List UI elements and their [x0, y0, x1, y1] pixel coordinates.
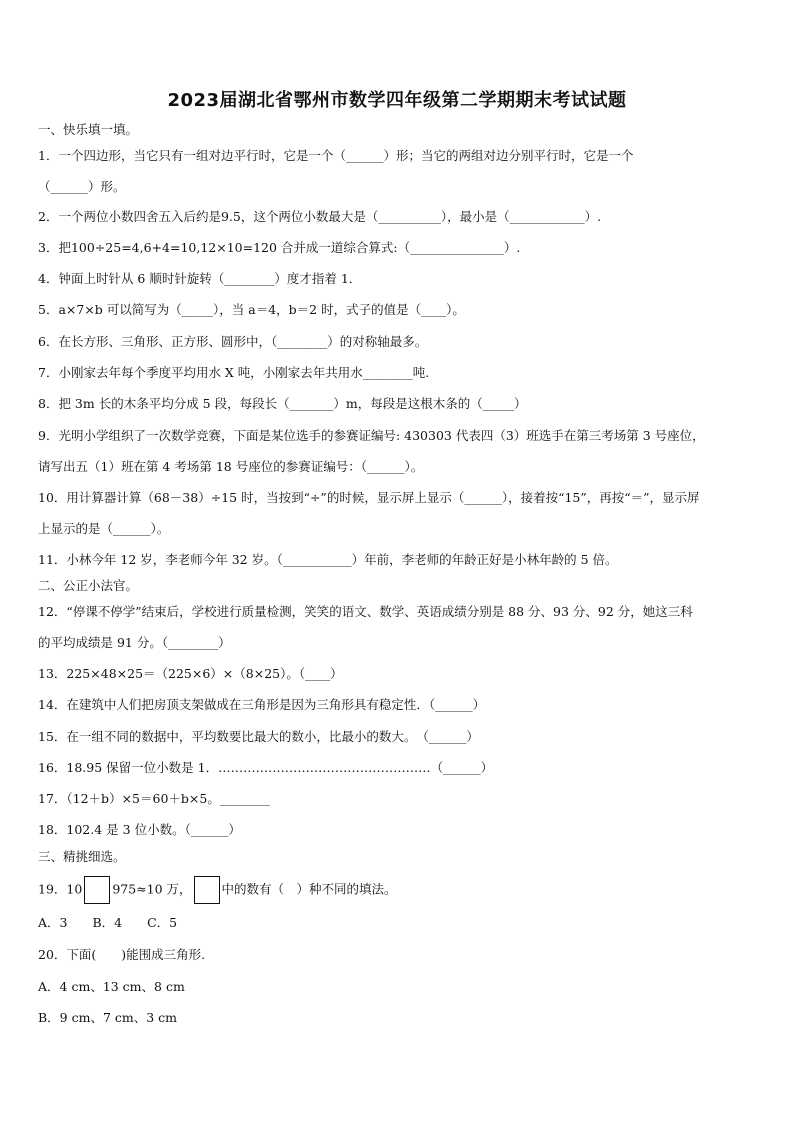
question-1-line-2: （______）形。	[38, 179, 126, 194]
question-6: 6．在长方形、三角形、正方形、圆形中，（________）的对称轴最多。	[38, 334, 428, 349]
question-19-suffix: 中的数有（ ）种不同的填法。	[221, 881, 397, 897]
question-19-options: A．3 B．4 C．5	[38, 915, 178, 930]
question-19-prefix: 19．10	[38, 881, 83, 897]
question-9-line-2: 请写出五（1）班在第 4 考场第 18 号座位的参赛证编号：（______）。	[38, 459, 424, 474]
page-title: 2023届湖北省鄂州市数学四年级第二学期期末考试试题	[167, 90, 627, 111]
question-20-option-a: A．4 cm、13 cm、8 cm	[38, 979, 185, 994]
answer-blank-box	[194, 876, 220, 904]
question-13: 13．225×48×25＝（225×6）×（8×25）。（____）	[38, 666, 343, 681]
question-17: 17．（12＋b）×5＝60＋b×5。________	[38, 791, 270, 806]
question-4: 4．钟面上时针从 6 顺时针旋转（________）度才指着 1．	[38, 271, 362, 286]
question-12-line-2: 的平均成绩是 91 分。（________）	[38, 635, 231, 650]
question-8: 8．把 3m 长的木条平均分成 5 段，每段长（_______）m，每段是这根木条的（_____）	[38, 396, 527, 411]
section-heading-true-false: 二、公正小法官。	[38, 578, 139, 593]
question-19-mid: 975≈10 万，	[112, 881, 192, 897]
question-18: 18．102.4 是 3 位小数。（______）	[38, 822, 241, 837]
question-12-line-1: 12．“停课不停学”结束后，学校进行质量检测，笑笑的语文、数学、英语成绩分别是 88 分、93 分、92 分，她这三科	[38, 604, 693, 619]
question-16: 16．18.95 保留一位小数是 1．……………………………………………（______）	[38, 760, 494, 775]
question-3: 3．把100÷25=4,6+4=10,12×10=120 合并成一道综合算式:（_______________）.	[38, 240, 521, 255]
question-1-line-1: 1．一个四边形，当它只有一组对边平行时，它是一个（______）形；当它的两组对边分别平行时，它是一个	[38, 148, 634, 163]
question-10-line-1: 10．用计算器计算（68－38）÷15 时，当按到“÷”的时候，显示屏上显示（______），接着按“15”，再按“＝”，显示屏	[38, 490, 700, 505]
question-20-option-b: B．9 cm、7 cm、3 cm	[38, 1010, 178, 1025]
question-15: 15．在一组不同的数据中，平均数要比最大的数小，比最小的数大。 （______）	[38, 729, 479, 744]
question-9-line-1: 9．光明小学组织了一次数学竞赛，下面是某位选手的参赛证编号: 430303 代表四（3）班选手在第三考场第 3 号座位，	[38, 428, 705, 443]
question-5: 5．a×7×b 可以简写为（_____），当 a＝4，b＝2 时，式子的值是（____）。	[38, 302, 465, 317]
question-10-line-2: 上显示的是（______）。	[38, 521, 170, 536]
question-11: 11．小林今年 12 岁，李老师今年 32 岁。（___________）年前，李老师的年龄正好是小林年龄的 5 倍。	[38, 552, 618, 567]
section-heading-multiple-choice: 三、精挑细选。	[38, 849, 126, 864]
question-7: 7．小刚家去年每个季度平均用水 X 吨，小刚家去年共用水________吨.	[38, 365, 430, 380]
question-2: 2．一个两位小数四舍五入后约是9.5，这个两位小数最大是（__________），最小是（____________）.	[38, 209, 602, 224]
question-19	[38, 876, 760, 904]
section-heading-fill-in: 一、快乐填一填。	[38, 122, 139, 137]
question-14: 14．在建筑中人们把房顶支架做成在三角形是因为三角形具有稳定性．（______）	[38, 697, 486, 712]
answer-blank-box	[84, 876, 110, 904]
question-20: 20．下面( )能围成三角形.	[38, 947, 206, 962]
